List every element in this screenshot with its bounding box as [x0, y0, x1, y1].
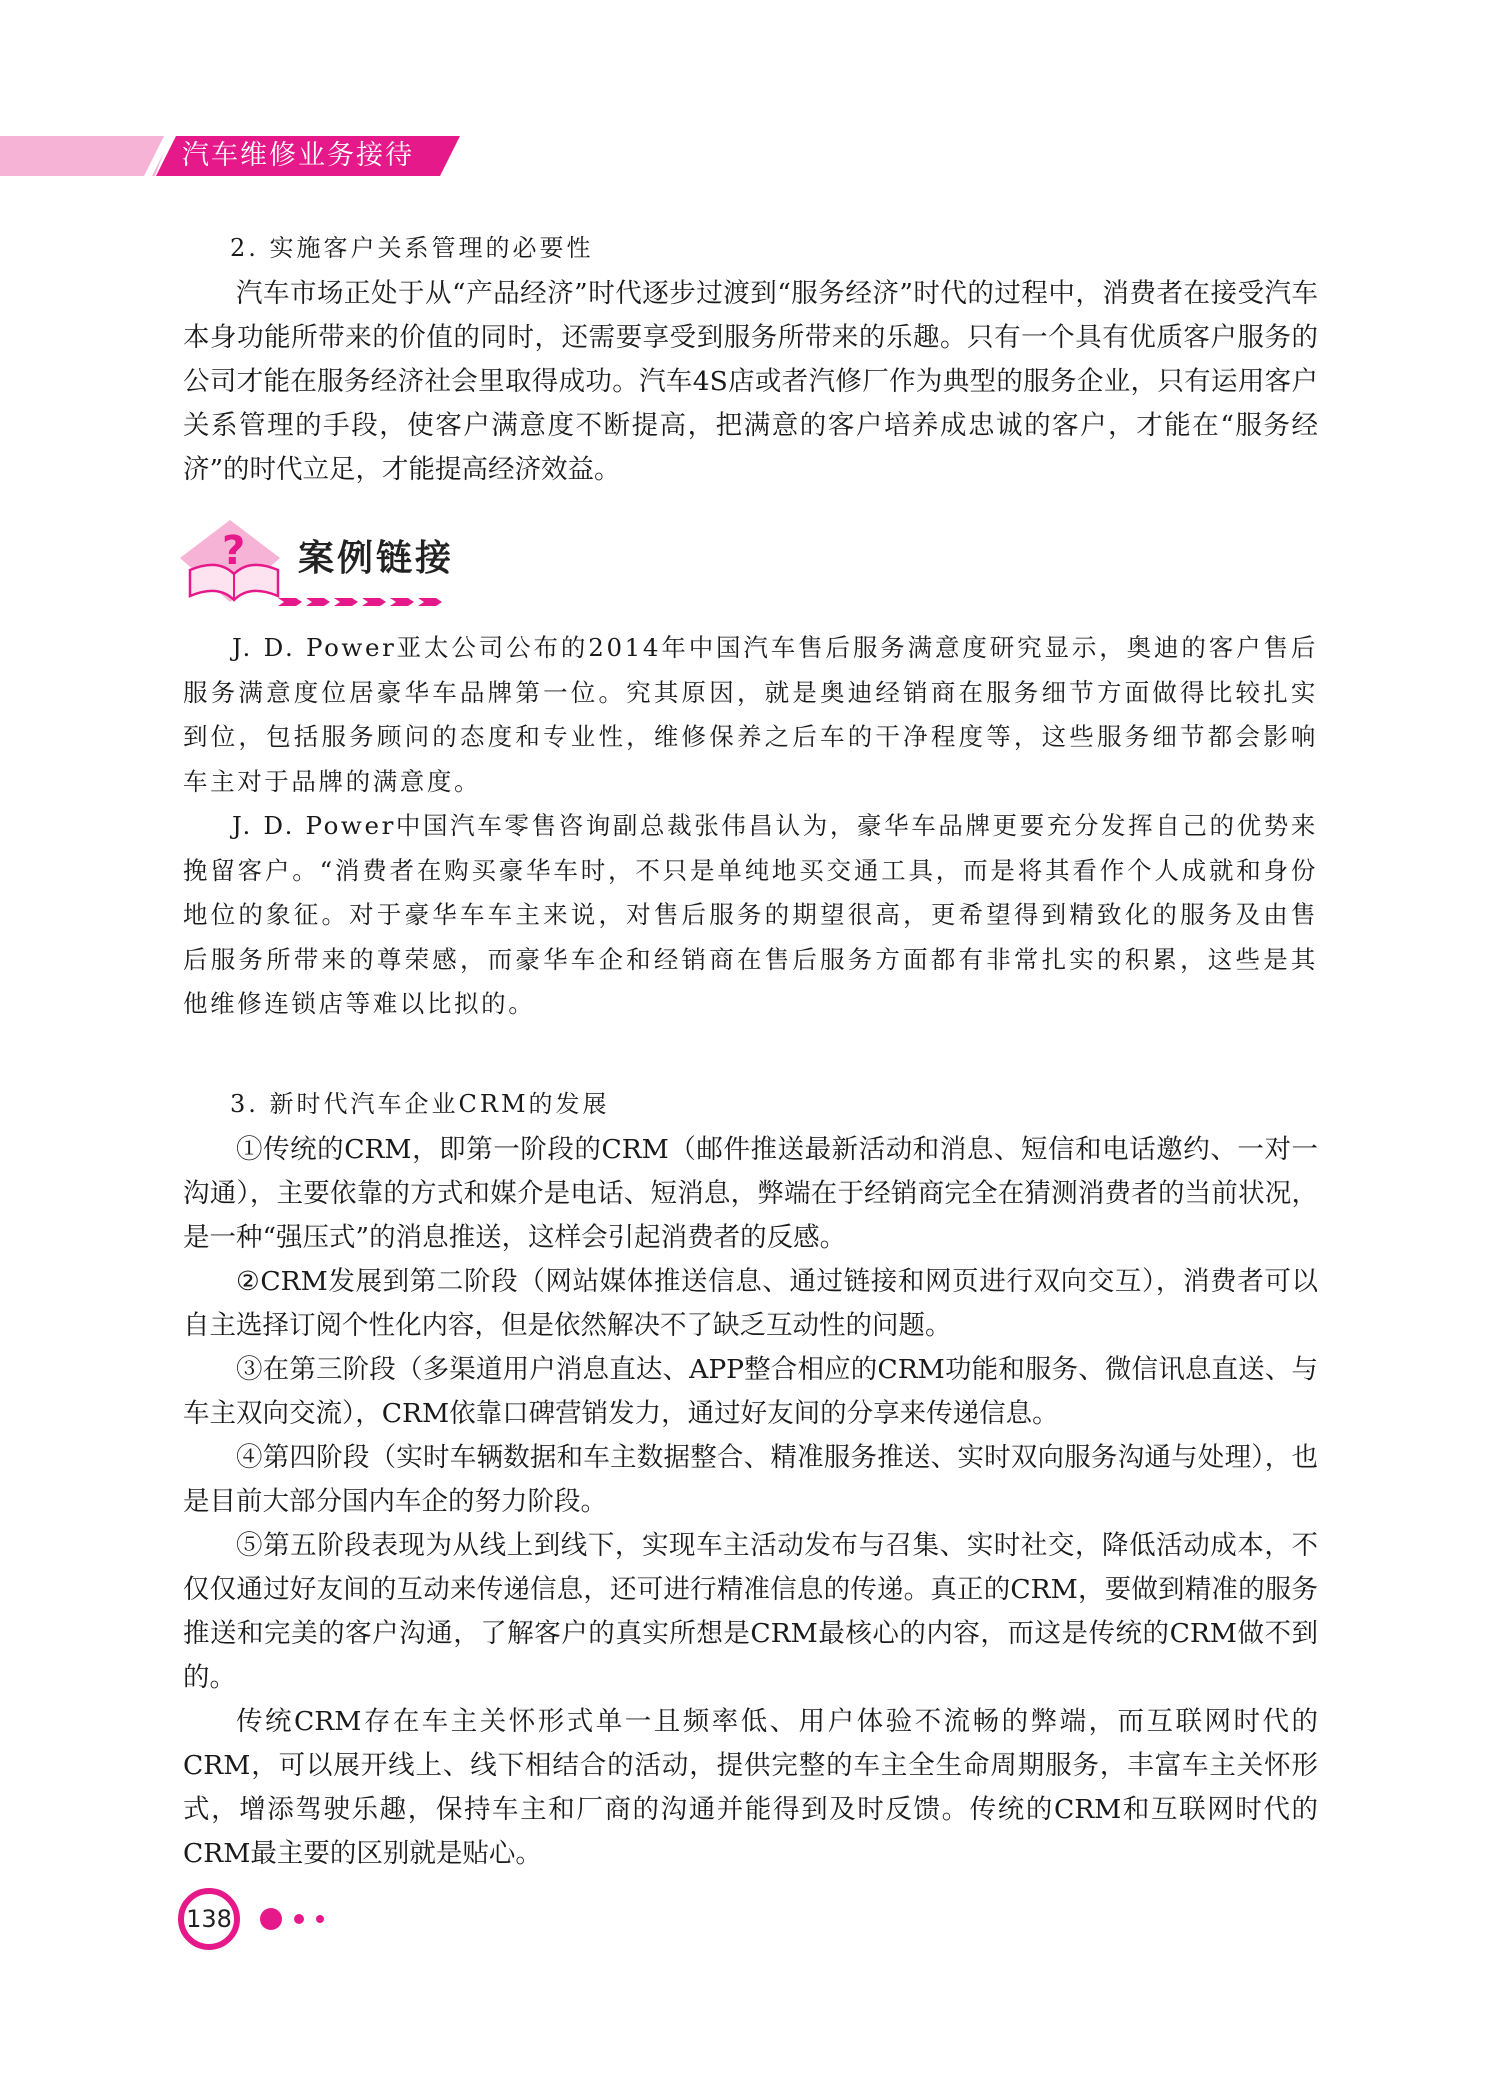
section-3-paragraph-6: 传统CRM存在车主关怀形式单一且频率低、用户体验不流畅的弊端，而互联网时代的CRM，可以展开线上、线下相结合的活动，提供完整的车主全生命周期服务，丰富车主关怀形式，增添驾驶乐趣，保持车主和厂商的沟通并能得到及时反馈。传统的CRM和互联网时代的CRM最主要的区别就是贴心。 — [183, 1706, 1318, 1869]
page-dot-small — [316, 1915, 324, 1923]
page-number-badge — [178, 1888, 240, 1950]
page-number: 138 — [186, 1905, 232, 1933]
section-2-paragraph: 汽车市场正处于从“产品经济”时代逐步过渡到“服务经济”时代的过程中，消费者在接受汽车本身功能所带来的价值的同时，还需要享受到服务所带来的乐趣。只有一个具有优质客户服务的公司才能在服务经济社会里取得成功。汽车4S店或者汽修厂作为典型的服务企业，只有运用客户关系管理的手段，使客户满意度不断提高，把满意的客户培养成忠诚的客户，才能在“服务经济”的时代立足，才能提高经济效益。 — [183, 278, 1318, 485]
section-2-heading: 2. 实施客户关系管理的必要性 — [230, 234, 594, 262]
svg-text:?: ? — [222, 528, 246, 574]
section-3-paragraph-3: ③在第三阶段（多渠道用户消息直达、APP整合相应的CRM功能和服务、微信讯息直送、与车主双向交流），CRM依靠口碑营销发力，通过好友间的分享来传递信息。 — [183, 1354, 1318, 1429]
section-3-paragraph-5: ⑤第五阶段表现为从线上到线下，实现车主活动发布与召集、实时社交，降低活动成本，不仅仅通过好友间的互动来传递信息，还可进行精准信息的传递。真正的CRM，要做到精准的服务推送和完美的客户沟通，了解客户的真实所想是CRM最核心的内容，而这是传统的CRM做不到的。 — [183, 1530, 1318, 1693]
section-3-paragraph-2: ②CRM发展到第二阶段（网站媒体推送信息、通过链接和网页进行双向交互），消费者可以自主选择订阅个性化内容，但是依然解决不了缺乏互动性的问题。 — [183, 1266, 1318, 1341]
page-dot-medium — [294, 1914, 304, 1924]
page-dot-large — [260, 1908, 282, 1930]
section-3-heading: 3. 新时代汽车企业CRM的发展 — [230, 1090, 610, 1118]
case-paragraph-2: J. D. Power中国汽车零售咨询副总裁张伟昌认为，豪华车品牌更要充分发挥自己的优势来挽留客户。“消费者在购买豪华车时，不只是单纯地买交通工具，而是将其看作个人成就和身份地位的象征。对于豪华车车主来说，对售后服务的期望很高，更希望得到精致化的服务及由售后服务所带来的尊荣感，而豪华车企和经销商在售后服务方面都有非常扎实的积累，这些是其他维修连锁店等难以比拟的。 — [183, 811, 1318, 1018]
running-header-title: 汽车维修业务接待 — [182, 140, 414, 171]
section-3-paragraph-1: ①传统的CRM，即第一阶段的CRM（邮件推送最新活动和消息、短信和电话邀约、一对一沟通），主要依靠的方式和媒介是电话、短消息，弊端在于经销商完全在猜测消费者的当前状况，是一种“强压式”的消息推送，这样会引起消费者的反感。 — [183, 1134, 1318, 1253]
case-paragraph-1: J. D. Power亚太公司公布的2014年中国汽车售后服务满意度研究显示，奥迪的客户售后服务满意度位居豪华车品牌第一位。究其原因，就是奥迪经销商在服务细节方面做得比较扎实到位，包括服务顾问的态度和专业性，维修保养之后车的干净程度等，这些服务细节都会影响车主对于品牌的满意度。 — [183, 633, 1318, 796]
section-3-paragraph-4: ④第四阶段（实时车辆数据和车主数据整合、精准服务推送、实时双向服务沟通与处理），也是目前大部分国内车企的努力阶段。 — [183, 1442, 1318, 1517]
case-link-title: 案例链接 — [298, 538, 455, 579]
